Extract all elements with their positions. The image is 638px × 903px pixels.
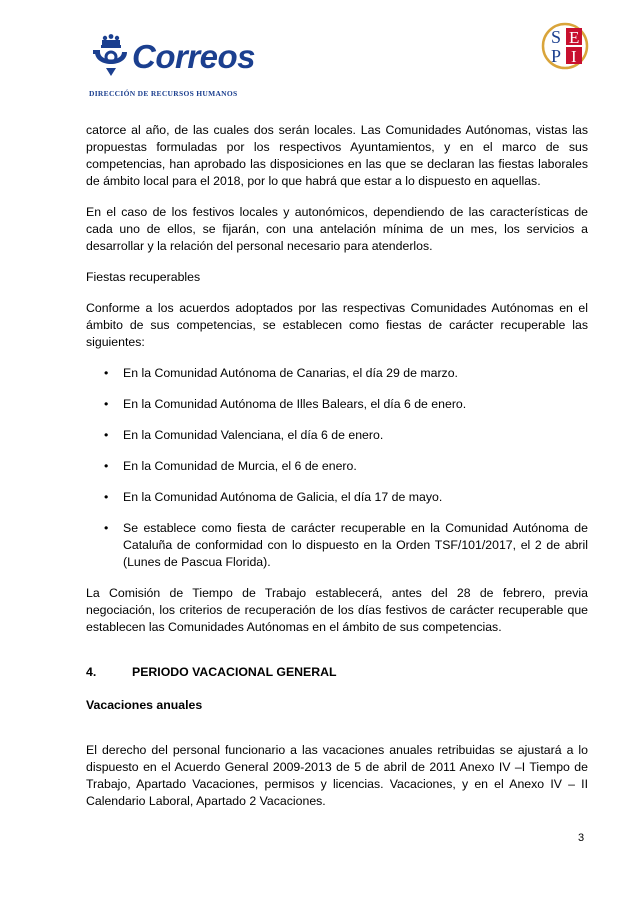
paragraph-vacaciones: El derecho del personal funcionario a las vacaciones anuales retribuidas se ajustará a lo dispuesto en el Acuerdo General 2009-2013 de 5 de abril de 2011 Anexo IV –I Tiempo de Trabajo, Apartado Vacaciones, permisos y licencias. Vacaciones, y en el Anexo IV – II Calendario Laboral, Apartado 2 Vacaciones. (86, 743, 588, 808)
list-item: • En la Comunidad Autónoma de Illes Balears, el día 6 de enero. (104, 397, 467, 411)
sepi-logo (541, 20, 589, 72)
sepi-letter-e: E (569, 28, 580, 47)
sepi-letter-p: P (551, 46, 562, 66)
section-title: PERIODO VACACIONAL GENERAL (132, 665, 337, 679)
list-item: • En la Comunidad Valenciana, el día 6 de enero. (104, 428, 384, 442)
document-body (86, 122, 588, 810)
list-item: • En la Comunidad Autónoma de Galicia, el día 17 de mayo. (104, 490, 443, 504)
section-number: 4. (86, 665, 97, 679)
list-item: • En la Comunidad Autónoma de Canarias, el día 29 de marzo. (104, 366, 458, 380)
list-item: • Se establece como fiesta de carácter recuperable en la Comunidad Autónoma de Cataluña de conformidad con lo dispuesto en la Orden TSF/101/2017, el 2 de abril (Lunes de Pascua Florida). (104, 521, 588, 569)
subheading-vacaciones: Vacaciones anuales (86, 698, 203, 712)
post-horn-crown-icon (92, 34, 130, 78)
sepi-letter-s: S (551, 27, 562, 47)
paragraph-servicios: En el caso de los festivos locales y autonómicos, dependiendo de las características de cada uno de ellos, se fijarán, con una antelación mínima de un mes, los servicios a desarrollar y la relación del personal necesario para atenderlos. (86, 205, 588, 253)
list-item: • En la Comunidad de Murcia, el 6 de enero. (104, 459, 357, 473)
sepi-letter-i: I (571, 47, 577, 66)
section-heading (86, 664, 588, 681)
department-name: DIRECCIÓN DE RECURSOS HUMANOS (89, 89, 238, 98)
heading-fiestas-recuperables: Fiestas recuperables (86, 270, 201, 284)
paragraph-acuerdos: Conforme a los acuerdos adoptados por las respectivas Comunidades Autónomas en el ámbito de sus competencias, se establecen como fiestas de carácter recuperable las siguientes: (86, 301, 588, 349)
recuperable-holidays-list (86, 365, 588, 571)
paragraph-comision: La Comisión de Tiempo de Trabajo establecerá, antes del 28 de febrero, previa negociación, los criterios de recuperación de los días festivos de carácter recuperable que establecen las Comunidades Autónomas en el ámbito de sus competencias. (86, 586, 588, 634)
paragraph-festivos-locales: catorce al año, de las cuales dos serán locales. Las Comunidades Autónomas, vistas las propuestas formuladas por los respectivos Ayuntamientos, y en el marco de sus competencias, han aprobado las disposiciones en las que se declaran las fiestas laborales de ámbito local para el 2018, por lo que habrá que estar a lo dispuesto en aquellas. (86, 123, 588, 188)
correos-logo (92, 34, 255, 78)
page-header (0, 0, 638, 110)
brand-name: Correos (132, 37, 256, 75)
page-number: 3 (578, 832, 585, 844)
